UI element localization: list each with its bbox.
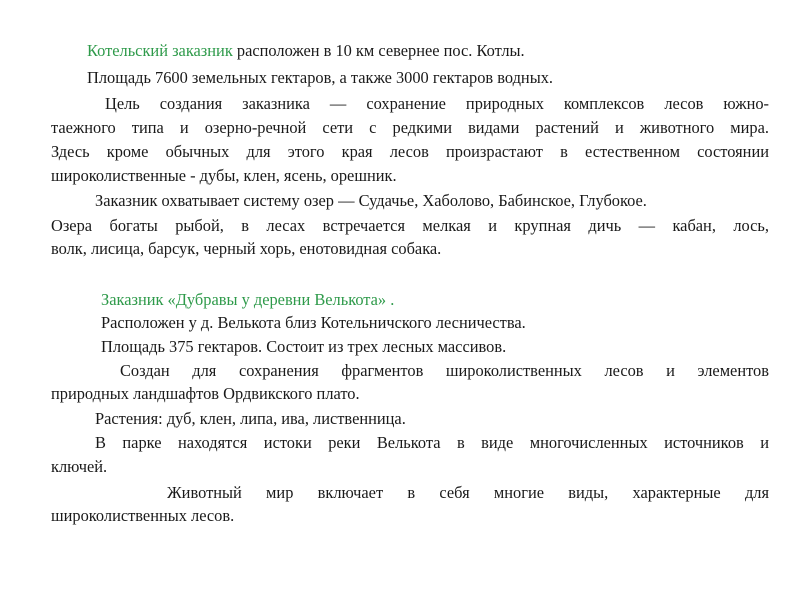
block2-purpose-line-2: природных ландшафтов Ордвикского плато. [51, 384, 360, 403]
block2-area: Площадь 375 гектаров. Состоит из трех лесных массивов. [101, 337, 507, 356]
block2-purpose-line-1: Создан для сохранения фрагментов широколиственных лесов и элементов [120, 361, 769, 380]
block1-goal-line-1: Цель создания заказника — сохранение природных комплексов лесов южно- [105, 94, 769, 113]
block2-fauna-line-2: широколиственных лесов. [51, 506, 235, 525]
block2-springs-line-2: ключей. [51, 457, 108, 476]
block2-springs-line-1: В парке находятся истоки реки Велькота в виде многочисленных источников и [95, 433, 769, 452]
block1-lakes-line-2: Озера богаты рыбой, в лесах встречается мелкая и крупная дичь — кабан, лось, [51, 216, 769, 235]
block1-title-line [87, 41, 525, 61]
block1-title-rest: расположен в 10 км севернее пос. Котлы. [232, 41, 525, 60]
block1-area: Площадь 7600 земельных гектаров, а также 3000 гектаров водных. [87, 68, 554, 87]
block2-fauna-line-1: Животный мир включает в себя многие виды, характерные для [167, 483, 769, 502]
block1-goal-line-3: Здесь кроме обычных для этого края лесов произрастают в естественном состоянии [51, 142, 769, 161]
reserve-name-kotelsky: Котельский заказник [87, 41, 233, 60]
block2-location: Расположен у д. Велькота близ Котельничского лесничества. [101, 313, 526, 332]
block1-lakes-line-3: волк, лисица, барсук, черный хорь, енотовидная собака. [51, 239, 442, 258]
block2-plants: Растения: дуб, клен, липа, ива, лиственница. [95, 409, 406, 428]
block1-lakes-line-1: Заказник охватывает систему озер — Судачье, Хаболово, Бабинское, Глубокое. [95, 191, 647, 210]
block1-goal-line-4: широколиственные - дубы, клен, ясень, орешник. [51, 166, 397, 185]
block2-title: Заказник «Дубравы у деревни Велькота» . [101, 290, 395, 309]
block1-goal-line-2: таежного типа и озерно-речной сети с редкими видами растений и животного мира. [51, 118, 769, 137]
